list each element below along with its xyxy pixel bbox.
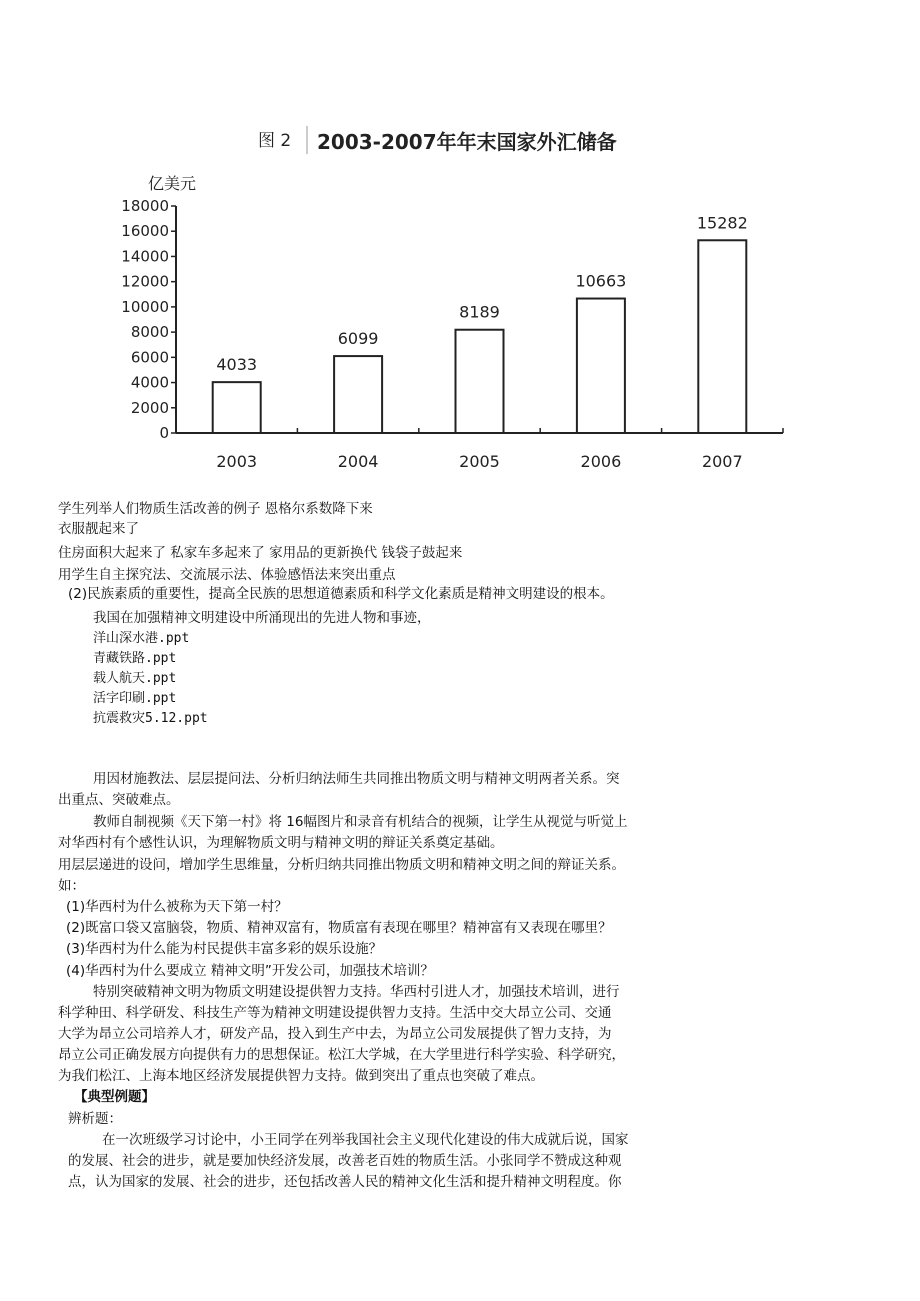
ppt-file-link[interactable]: 活字印刷.ppt <box>93 691 177 706</box>
bar <box>456 330 504 433</box>
text-line: 特别突破精神文明为物质文明建设提供智力支持。华西村引进人才，加强技术培训，进行 <box>93 984 620 1000</box>
x-tick-label: 2006 <box>580 452 622 471</box>
text-line: (2)民族素质的重要性，提高全民族的思想道德素质和科学文化素质是精神文明建设的根本。 <box>68 586 614 602</box>
text-line: 用因材施教法、层层提问法、分析归纳法师生共同推出物质文明与精神文明两者关系。突 <box>93 771 620 787</box>
y-tick-label: 2000 <box>130 398 169 417</box>
text-line: 科学种田、科学研发、科技生产等为精神文明建设提供智力支持。生活中交大昂立公司、交通 <box>58 1005 612 1021</box>
text-line: 点，认为国家的发展、社会的进步，还包括改善人民的精神文化生活和提升精神文明程度。你 <box>68 1174 622 1190</box>
text-line: 用学生自主探究法、交流展示法、体验感悟法来突出重点 <box>58 567 396 583</box>
question-item: (4)华西村为什么要成立 精神文明”开发公司，加强技术培训？ <box>66 963 434 979</box>
y-tick-label: 6000 <box>130 348 169 367</box>
text-line: 衣服靓起来了 <box>58 521 139 537</box>
text-line: 住房面积大起来了 私家车多起来了 家用品的更新换代 钱袋子鼓起来 <box>58 545 463 561</box>
y-tick-label: 14000 <box>121 247 169 266</box>
question-item: (3)华西村为什么能为村民提供丰富多彩的娱乐设施？ <box>66 941 383 957</box>
ppt-file-link[interactable]: 洋山深水港.ppt <box>93 631 190 646</box>
question-item: (2)既富口袋又富脑袋，物质、精神双富有，物质富有表现在哪里？精神富有又表现在哪里？ <box>66 920 612 936</box>
bar-value-label: 15282 <box>696 213 748 233</box>
ppt-file-link[interactable]: 青藏铁路.ppt <box>93 651 177 666</box>
bar <box>577 299 625 433</box>
bar <box>213 382 261 433</box>
ppt-file-link[interactable]: 抗震救灾5.12.ppt <box>93 711 208 726</box>
text-line: 为我们松江、上海本地区经济发展提供智力支持。做到突出了重点也突破了难点。 <box>58 1068 544 1084</box>
y-tick-label: 12000 <box>121 272 169 291</box>
text-line: 昂立公司正确发展方向提供有力的思想保证。松江大学城，在大学里进行科学实验、科学研究， <box>58 1047 625 1063</box>
ppt-file-link[interactable]: 载人航天.ppt <box>93 671 177 686</box>
bar-value-label: 10663 <box>575 271 627 291</box>
text-line: 教师自制视频《天下第一村》将 16幅图片和录音有机结合的视频，让学生从视觉与听觉上 <box>93 814 628 830</box>
x-tick-label: 2004 <box>337 452 379 471</box>
text-line: 对华西村有个感性认识，为理解物质文明与精神文明的辩证关系奠定基础。 <box>58 835 504 851</box>
bar <box>698 240 746 433</box>
figure-label: 图 2 <box>258 131 292 151</box>
y-tick-label: 10000 <box>121 297 169 316</box>
foreign-exchange-chart <box>100 110 820 490</box>
text-line: 在一次班级学习讨论中，小王同学在列举我国社会主义现代化建设的伟大成就后说，国家 <box>102 1132 629 1148</box>
y-tick-label: 18000 <box>121 197 169 215</box>
text-line: 大学为昂立公司培养人才，研发产品，投入到生产中去，为昂立公司发展提供了智力支持，为 <box>58 1026 612 1042</box>
bar-value-label: 6099 <box>337 329 379 349</box>
text-line: 用层层递进的设问，增加学生思维量，分析归纳共同推出物质文明和精神文明之间的辩证关系。 <box>58 857 625 873</box>
y-tick-label: 4000 <box>130 373 169 392</box>
sub-heading: 辨析题： <box>68 1111 122 1127</box>
x-tick-label: 2003 <box>216 452 258 471</box>
text-line: 的发展、社会的进步，就是要加快经济发展，改善老百姓的物质生活。小张同学不赞成这种观 <box>68 1153 622 1169</box>
y-tick-label: 0 <box>159 424 169 442</box>
question-item: (1)华西村为什么被称为天下第一村？ <box>66 899 288 915</box>
y-tick-label: 16000 <box>121 222 169 241</box>
chart-title: 2003-2007年年末国家外汇储备 <box>317 130 617 154</box>
bar-value-label: 4033 <box>216 355 258 375</box>
text-line: 如： <box>58 878 85 894</box>
y-tick-label: 8000 <box>130 323 169 342</box>
text-line: 我国在加强精神文明建设中所涌现出的先进人物和事迹， <box>93 610 431 626</box>
text-line: 出重点、突破难点。 <box>58 792 180 808</box>
x-tick-label: 2007 <box>701 452 743 471</box>
x-tick-label: 2005 <box>459 452 500 471</box>
bar-value-label: 8189 <box>459 302 500 322</box>
text-line: 学生列举人们物质生活改善的例子 恩格尔系数降下来 <box>58 501 373 517</box>
bar <box>334 356 382 433</box>
y-axis-label: 亿美元 <box>148 174 197 193</box>
section-heading: 【典型例题】 <box>74 1089 155 1105</box>
